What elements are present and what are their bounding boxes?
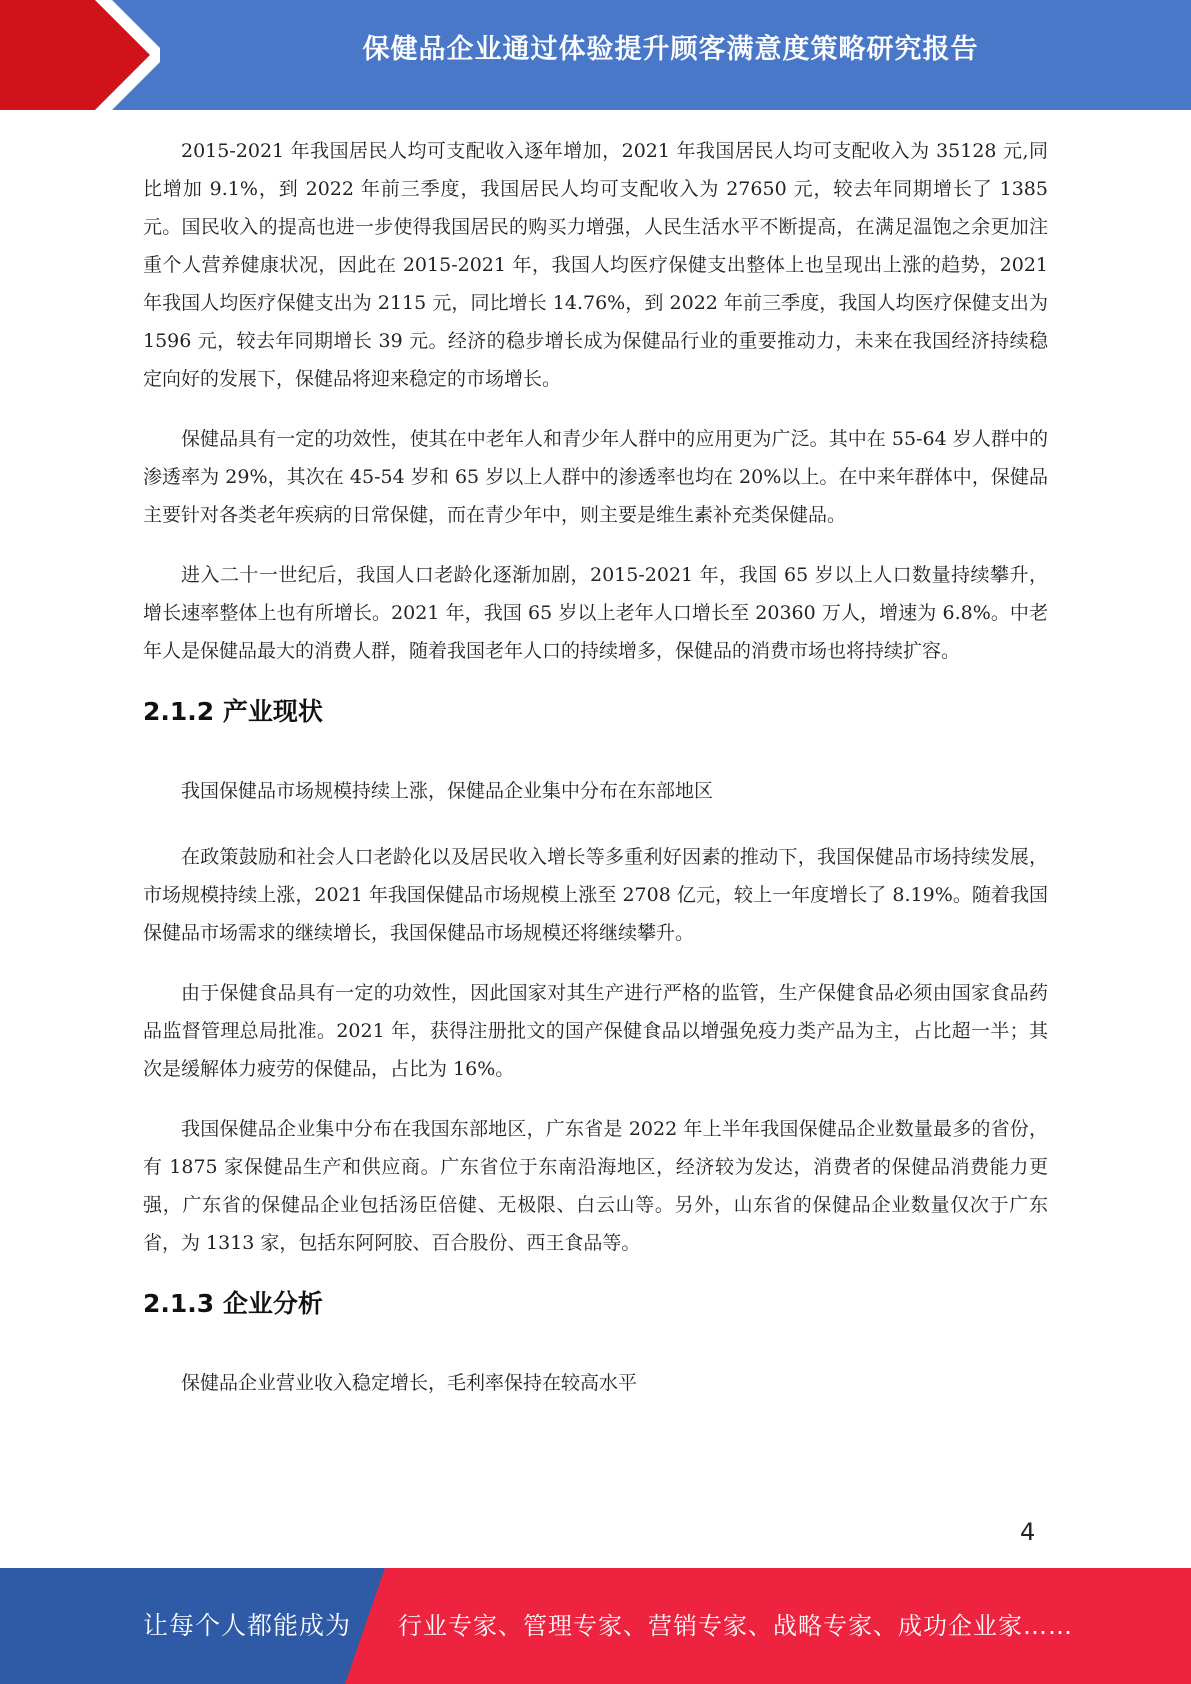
document-body bbox=[143, 132, 1048, 1430]
section-heading-2-1-2: 2.1.2 产业现状 bbox=[143, 697, 323, 726]
header-chevron-shape bbox=[0, 0, 160, 110]
paragraph-market-size: 在政策鼓励和社会人口老龄化以及居民收入增长等多重利好因素的推动下，我国保健品市场持续发展，市场规模持续上涨，2021 年我国保健品市场规模上涨至 2708 亿元，较上一年度增长了 8.19%。随着我国保健品市场需求的继续增长，我国保健品市场规模还将继续攀升。 bbox=[143, 846, 1048, 944]
footer-slogan-right: 行业专家、管理专家、营销专家、战略专家、成功企业家…… bbox=[398, 1612, 1073, 1640]
page-number: 4 bbox=[1020, 1518, 1036, 1546]
footer-slogan-left: 让每个人都能成为 bbox=[143, 1611, 352, 1640]
section-lead-2-1-3: 保健品企业营业收入稳定增长，毛利率保持在较高水平 bbox=[181, 1372, 638, 1394]
report-title: 保健品企业通过体验提升顾客满意度策略研究报告 bbox=[362, 34, 979, 65]
header-banner bbox=[0, 0, 1191, 110]
paragraph-penetration: 保健品具有一定的功效性，使其在中老年人和青少年人群中的应用更为广泛。其中在 55-64 岁人群中的渗透率为 29%，其次在 45-54 岁和 65 岁以上人群中的渗透率也均在 20%以上。在中来年群体中，保健品主要针对各类老年疾病的日常保健，而在青少年中，则主要是维生素补充类保健品。 bbox=[143, 428, 1048, 526]
section-heading-2-1-3: 2.1.3 企业分析 bbox=[143, 1289, 323, 1318]
footer-banner bbox=[0, 1568, 1191, 1684]
paragraph-income: 2015-2021 年我国居民人均可支配收入逐年增加，2021 年我国居民人均可支配收入为 35128 元,同比增加 9.1%，到 2022 年前三季度，我国居民人均可支配收入为 27650 元，较去年同期增长了 1385 元。国民收入的提高也进一步使得我国居民的购买力增强，人民生活水平不断提高，在满足温饱之余更加注重个人营养健康状况，因此在 2015-2021 年，我国人均医疗保健支出整体上也呈现出上涨的趋势，2021 年我国人均医疗保健支出为 2115 元，同比增长 14.76%，到 2022 年前三季度，我国人均医疗保健支出为 1596 元，较去年同期增长 39 元。经济的稳步增长成为保健品行业的重要推动力，未来在我国经济持续稳定向好的发展下，保健品将迎来稳定的市场增长。 bbox=[143, 140, 1048, 390]
paragraph-regulation: 由于保健食品具有一定的功效性，因此国家对其生产进行严格的监管，生产保健食品必须由国家食品药品监督管理总局批准。2021 年，获得注册批文的国产保健食品以增强免疫力类产品为主，占比超一半；其次是缓解体力疲劳的保健品，占比为 16%。 bbox=[143, 982, 1048, 1080]
section-lead-2-1-2: 我国保健品市场规模持续上涨，保健品企业集中分布在东部地区 bbox=[181, 780, 714, 802]
paragraph-aging: 进入二十一世纪后，我国人口老龄化逐渐加剧，2015-2021 年，我国 65 岁以上人口数量持续攀升，增长速率整体上也有所增长。2021 年，我国 65 岁以上老年人口增长至 20360 万人，增速为 6.8%。中老年人是保健品最大的消费人群，随着我国老年人口的持续增多，保健品的消费市场也将持续扩容。 bbox=[143, 564, 1048, 662]
paragraph-distribution: 我国保健品企业集中分布在我国东部地区，广东省是 2022 年上半年我国保健品企业数量最多的省份，有 1875 家保健品生产和供应商。广东省位于东南沿海地区，经济较为发达，消费者的保健品消费能力更强，广东省的保健品企业包括汤臣倍健、无极限、白云山等。另外，山东省的保健品企业数量仅次于广东省，为 1313 家，包括东阿阿胶、百合股份、西王食品等。 bbox=[143, 1118, 1048, 1254]
